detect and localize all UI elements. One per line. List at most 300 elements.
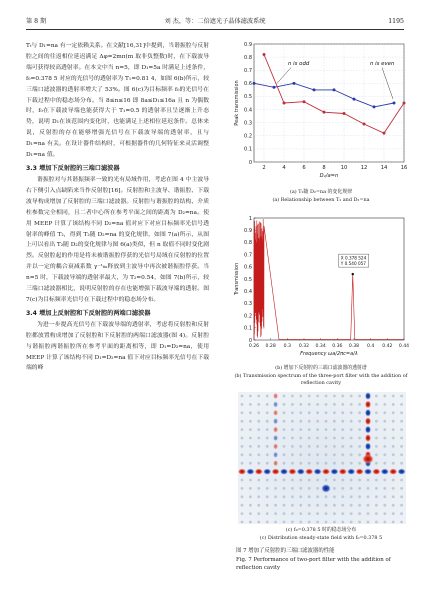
dielectric-rod [241,445,244,448]
series-odd-label: n is odd [288,60,310,67]
dielectric-rod [392,521,395,524]
figure-title-cn: 图 7 增加了反射腔的三端口滤波器的性能 [236,548,335,554]
dielectric-rod [350,495,353,498]
dielectric-rod [400,437,403,440]
figure-title-en: Fig. 7 Performance of two-port filter with the addition of reflection cavity [236,557,391,571]
dielectric-rod [316,403,319,406]
field-lobe [365,426,371,434]
dielectric-rod [316,420,319,423]
dielectric-rod [308,403,311,406]
dielectric-rod [375,512,378,515]
dielectric-rod [283,403,286,406]
dielectric-rod [333,445,336,448]
field-lobe [273,410,278,416]
dielectric-rod [350,512,353,515]
dielectric-rod [367,521,370,524]
y-tick-label: 0.9 [244,41,252,48]
dielectric-rod [341,403,344,406]
dielectric-rod [283,395,286,398]
dielectric-rod [241,487,244,490]
dielectric-rod [392,437,395,440]
resonant-cavity-field [362,454,374,464]
dielectric-rod [266,395,269,398]
field-lobe [330,468,338,474]
dielectric-rod [325,462,328,465]
x-tick-label: 6 [302,165,306,171]
dielectric-rod [266,445,269,448]
dielectric-rod [392,403,395,406]
dielectric-rod [367,504,370,507]
dielectric-rod [308,487,311,490]
dielectric-rod [266,512,269,515]
dielectric-rod [341,495,344,498]
dielectric-rod [383,504,386,507]
y-axis-label: Transmission [234,262,240,296]
left-text-column [26,41,209,374]
dielectric-rod [392,445,395,448]
dielectric-rod [341,521,344,524]
dielectric-rod [283,521,286,524]
dielectric-rod [241,411,244,414]
dielectric-rod [333,453,336,456]
dielectric-rod [241,521,244,524]
dielectric-rod [375,453,378,456]
dielectric-rod [350,395,353,398]
dielectric-rod [325,521,328,524]
series-even-point [383,132,386,135]
dielectric-rod [291,395,294,398]
y-tick-label: 0.5 [244,276,252,283]
running-header [26,15,404,30]
dielectric-rod [375,403,378,406]
dielectric-rod [266,504,269,507]
page-number: 1195 [388,18,404,25]
dielectric-rod [325,420,328,423]
dielectric-rod [316,521,319,524]
dielectric-rod [257,395,260,398]
dielectric-rod [316,512,319,515]
field-lobe [305,468,313,474]
dielectric-rod [291,437,294,440]
dielectric-rod [333,487,336,490]
dielectric-rod [299,512,302,515]
field-lobe [273,393,278,399]
dielectric-rod [358,462,361,465]
dielectric-rod [367,495,370,498]
series-even-point [283,102,286,105]
dielectric-rod [350,420,353,423]
dielectric-rod [241,395,244,398]
dielectric-rod [383,512,386,515]
field-lobe [365,400,371,408]
dielectric-rod [283,504,286,507]
dielectric-rod [308,445,311,448]
dielectric-rod [350,479,353,482]
dielectric-rod [350,411,353,414]
field-lobe [280,468,288,474]
field-lobe [372,468,380,474]
field-lobe [297,468,305,474]
dielectric-rod [341,504,344,507]
dielectric-rod [350,437,353,440]
dielectric-rod [392,411,395,414]
dielectric-rod [291,512,294,515]
figure-7c-caption-cn: (c) f₀=0.378 5 时的稳态场分布 [285,527,357,533]
dielectric-rod [308,512,311,515]
x-tick-label: 0.28 [265,344,276,349]
field-lobe [365,409,371,417]
dielectric-rod [383,428,386,431]
dielectric-rod [350,445,353,448]
field-lobe [365,392,371,400]
dielectric-rod [350,453,353,456]
x-tick-label: 8 [322,165,326,171]
field-lobe [273,435,278,441]
dielectric-rod [249,411,252,414]
series-even-point [403,102,406,105]
x-tick-label: 4 [282,165,286,171]
dielectric-rod [383,453,386,456]
dielectric-rod [249,521,252,524]
field-lobe [313,468,321,474]
dielectric-rod [392,462,395,465]
dielectric-rod [274,495,277,498]
y-tick-label: 0.1 [244,146,252,153]
dielectric-rod [299,420,302,423]
dielectric-rod [383,420,386,423]
dielectric-rod [249,479,252,482]
dielectric-rod [241,462,244,465]
field-lobe [273,443,278,449]
dielectric-rod [249,487,252,490]
y-tick-label: 0 [248,159,252,166]
y-tick-label: 0.9 [244,228,252,234]
dielectric-rod [325,495,328,498]
dielectric-rod [257,479,260,482]
dielectric-rod [249,462,252,465]
field-lobe [273,401,278,407]
x-axis-label: Frequency ωa/2πc=a/λ [300,351,358,357]
y-tick-label: 0.7 [244,252,252,259]
reflection-cavity-field [321,484,331,493]
dielectric-rod [266,521,269,524]
dielectric-rod [383,487,386,490]
series-even-point [363,122,366,125]
field-lobe [255,468,263,474]
dielectric-rod [367,512,370,515]
dielectric-rod [325,445,328,448]
field-lobe [273,460,278,466]
y-tick-label: 0 [248,337,252,344]
series-odd-point [333,88,336,91]
dielectric-rod [392,428,395,431]
figure-7b-caption-cn: (b) 增加下反射腔的三端口滤波器的透射谱 [275,365,367,371]
dielectric-rod [341,462,344,465]
dielectric-rod [283,487,286,490]
dielectric-rod [400,504,403,507]
dielectric-rod [266,411,269,414]
dielectric-rod [400,521,403,524]
dielectric-rod [358,479,361,482]
series-odd-point [313,88,316,91]
series-even-label: n is even [370,60,395,67]
x-tick-label: 0.42 [382,344,393,349]
dielectric-rod [291,495,294,498]
x-tick-label: 2 [262,165,266,171]
dielectric-rod [383,462,386,465]
dielectric-rod [400,487,403,490]
y-tick-label: 0.3 [244,301,252,308]
dielectric-rod [266,453,269,456]
dielectric-rod [333,462,336,465]
section-heading: 3.3 增加下反射腔的三端口滤波器 [26,164,120,172]
series-odd-point [373,105,376,108]
dielectric-rod [316,504,319,507]
dielectric-rod [316,395,319,398]
dielectric-rod [325,512,328,515]
field-lobe [273,426,278,432]
figure-7a-caption-cn: (a) T₂随 D₂=na 的变化规律 [289,189,352,195]
dielectric-rod [316,495,319,498]
y-tick-label: 0.5 [244,94,252,101]
dielectric-rod [316,462,319,465]
field-lobe [381,468,389,474]
dielectric-rod [375,495,378,498]
dielectric-rod [375,437,378,440]
dielectric-rod [291,428,294,431]
dielectric-rod [283,437,286,440]
dielectric-rod [350,487,353,490]
dielectric-rod [367,479,370,482]
dielectric-rod [283,411,286,414]
x-tick-label: 14 [380,165,388,171]
dielectric-rod [392,453,395,456]
dielectric-rod [241,495,244,498]
dielectric-rod [291,462,294,465]
dielectric-rod [308,495,311,498]
dielectric-rod [291,403,294,406]
dielectric-rod [375,411,378,414]
dielectric-rod [266,462,269,465]
dielectric-rod [383,479,386,482]
dielectric-rod [400,453,403,456]
dielectric-rod [333,521,336,524]
series-even-point [343,112,346,115]
dielectric-rod [299,453,302,456]
dielectric-rod [358,495,361,498]
dielectric-rod [283,453,286,456]
section-heading: 3.4 增加上反射腔和下反射腔的两端口滤波器 [26,309,151,317]
dielectric-rod [375,420,378,423]
dielectric-rod [375,479,378,482]
dielectric-rod [383,403,386,406]
field-lobe [365,434,371,442]
field-lobe [246,468,254,474]
dielectric-rod [400,428,403,431]
figure-7b-chart [232,212,410,362]
dielectric-rod [350,428,353,431]
dielectric-rod [241,479,244,482]
dielectric-rod [400,411,403,414]
dielectric-rod [375,445,378,448]
dielectric-rod [257,462,260,465]
y-tick-label: 0.6 [244,264,252,271]
dielectric-rod [333,420,336,423]
dielectric-rod [241,420,244,423]
x-tick-label: 0.32 [298,344,310,349]
x-tick-label: 0.36 [332,344,343,349]
dielectric-rod [308,411,311,414]
dielectric-rod [299,411,302,414]
dielectric-rod [341,512,344,515]
dielectric-rod [316,487,319,490]
dielectric-rod [291,420,294,423]
field-lobe [355,468,363,474]
dielectric-rod [283,495,286,498]
dielectric-rod [266,403,269,406]
dielectric-rod [257,428,260,431]
dielectric-rod [400,479,403,482]
dielectric-rod [341,487,344,490]
dielectric-rod [266,437,269,440]
dielectric-rod [249,420,252,423]
dielectric-rod [291,479,294,482]
figure-7b-caption-en: (b) Transmission spectrum of the three-port filter with the addition of reflection cavity [234,373,408,386]
dielectric-rod [257,453,260,456]
dielectric-rod [375,504,378,507]
y-tick-label: 0.4 [244,107,252,114]
series-odd-point [393,102,396,105]
field-lobe [365,442,371,450]
dielectric-rod [341,445,344,448]
dielectric-rod [249,504,252,507]
dielectric-rod [358,403,361,406]
field-lobe [273,452,278,458]
y-tick-label: 0.7 [244,68,252,75]
dielectric-rod [291,487,294,490]
field-lobe [288,468,296,474]
field-lobe [339,468,347,474]
dielectric-rod [350,504,353,507]
x-tick-label: 0.38 [348,344,360,349]
paragraph: 为进一步提高光信号在下载波导端的透射率，考虑将反射腔和反射腔都放置构成增加了反射腔和下反射腔的两端口滤波器(图 4)。反射腔与谐振腔两谐振腔所在参考平面的距离相等，即 D₁=D₂=na，使用 MEEP 计算了该结构不同 D₁=D₂=na 值下对应目标频率光信号在下载端的峰 [26,321,209,372]
dielectric-rod [249,495,252,498]
dielectric-rod [257,445,260,448]
field-lobe [365,417,371,425]
dielectric-rod [299,479,302,482]
dielectric-rod [308,479,311,482]
y-tick-label: 0.1 [244,325,252,332]
dielectric-rod [325,437,328,440]
y-tick-label: 0.3 [244,120,252,127]
dielectric-rod [257,487,260,490]
dielectric-rod [316,411,319,414]
series-odd-point [253,82,256,85]
dielectric-rod [283,445,286,448]
dielectric-rod [308,462,311,465]
series-even-point [303,100,306,103]
dielectric-rod [358,411,361,414]
dielectric-rod [274,521,277,524]
field-lobe [263,468,271,474]
dielectric-rod [358,428,361,431]
dielectric-rod [241,428,244,431]
dielectric-rod [341,411,344,414]
peak-datatip-x: X 0.378 524 [340,255,367,261]
figure-7a-chart [232,36,410,186]
dielectric-rod [341,437,344,440]
dielectric-rod [249,445,252,448]
y-tick-label: 0.8 [244,240,252,247]
x-tick-label: 0.4 [367,344,375,349]
running-title: 刘 杰，等：二倍遮光子晶体滤波系统 [164,18,266,25]
dielectric-rod [325,479,328,482]
dielectric-rod [383,521,386,524]
dielectric-rod [257,504,260,507]
field-lobe [271,468,279,474]
dielectric-rod [249,395,252,398]
dielectric-rod [375,428,378,431]
dielectric-rod [358,504,361,507]
dielectric-rod [316,445,319,448]
dielectric-rod [308,521,311,524]
dielectric-rod [341,428,344,431]
dielectric-rod [249,512,252,515]
dielectric-rod [283,479,286,482]
dielectric-rod [392,487,395,490]
dielectric-rod [249,437,252,440]
x-axis-label: D₂/a=n [319,173,339,179]
dielectric-rod [291,411,294,414]
dielectric-rod [316,437,319,440]
dielectric-rod [350,403,353,406]
dielectric-rod [358,521,361,524]
x-tick-label: 0.44 [398,344,410,349]
dielectric-rod [400,420,403,423]
dielectric-rod [341,453,344,456]
field-lobe [397,468,405,474]
field-lobe [389,468,397,474]
dielectric-rod [325,504,328,507]
dielectric-rod [266,495,269,498]
series-even-point [263,53,266,56]
dielectric-rod [358,420,361,423]
dielectric-rod [383,445,386,448]
dielectric-rod [392,395,395,398]
dielectric-rod [299,445,302,448]
dielectric-rod [383,437,386,440]
dielectric-rod [257,420,260,423]
dielectric-rod [392,512,395,515]
field-background [238,392,406,524]
dielectric-rod [283,428,286,431]
dielectric-rod [299,395,302,398]
dielectric-rod [333,479,336,482]
dielectric-rod [375,395,378,398]
dielectric-rod [308,420,311,423]
dielectric-rod [257,411,260,414]
field-lobe [347,468,355,474]
dielectric-rod [266,428,269,431]
issue-number: 第 8 期 [26,18,47,25]
dielectric-rod [274,479,277,482]
dielectric-rod [316,453,319,456]
dielectric-rod [367,487,370,490]
dielectric-rod [383,395,386,398]
dielectric-rod [341,479,344,482]
figure-7c-field-distribution [238,392,406,524]
dielectric-rod [333,403,336,406]
